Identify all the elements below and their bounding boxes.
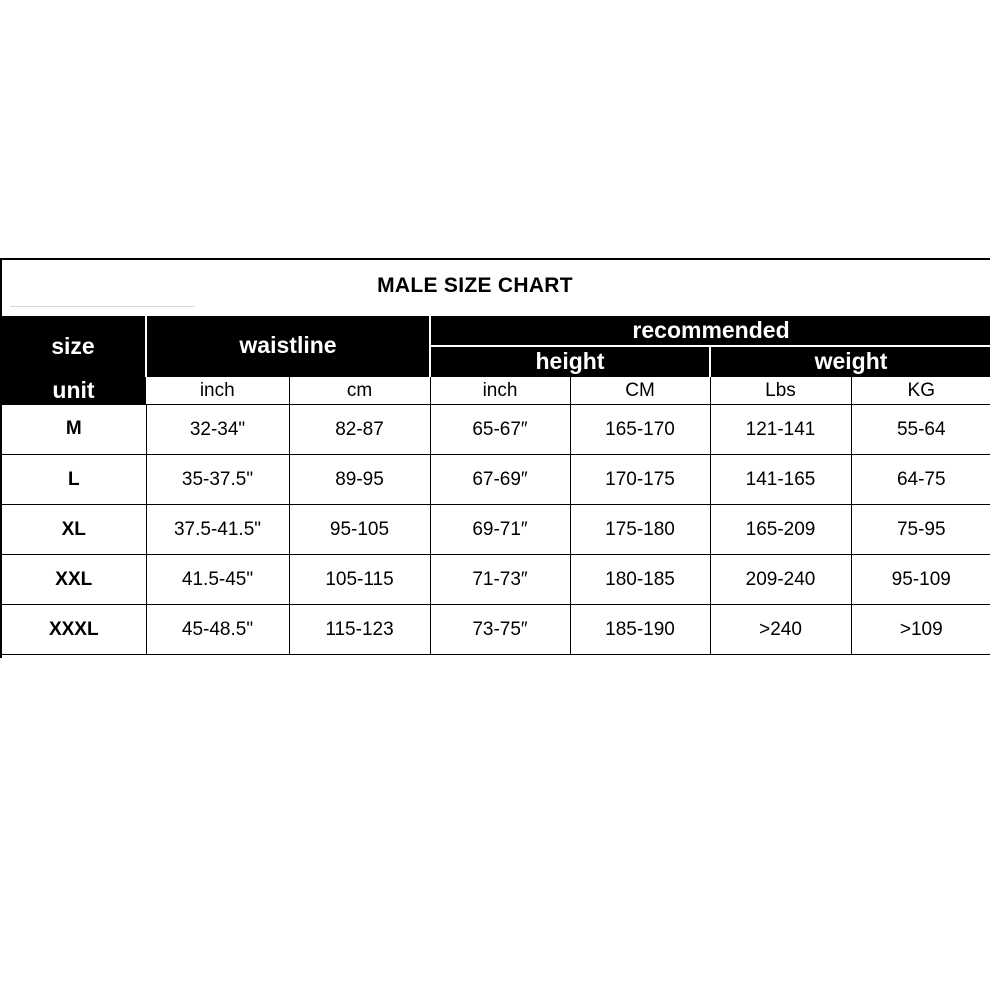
table-cell: 89-95: [289, 455, 430, 505]
size-cell: XL: [1, 505, 146, 555]
table-cell: 115-123: [289, 605, 430, 655]
unit-cell: Lbs: [710, 376, 851, 405]
table-cell: 71-73″: [430, 555, 570, 605]
table-cell: 75-95: [851, 505, 990, 555]
table-cell: 65-67″: [430, 405, 570, 455]
table-cell: 73-75″: [430, 605, 570, 655]
header-height: height: [430, 346, 710, 376]
table-cell: 95-109: [851, 555, 990, 605]
header-recommended: recommended: [430, 316, 990, 346]
table-cell: 141-165: [710, 455, 851, 505]
table-cell: 41.5-45": [146, 555, 289, 605]
table-cell: 105-115: [289, 555, 430, 605]
table-cell: 45-48.5": [146, 605, 289, 655]
table-cell: 32-34": [146, 405, 289, 455]
table-cell: 37.5-41.5": [146, 505, 289, 555]
table-cell: 67-69″: [430, 455, 570, 505]
table-cell: 55-64: [851, 405, 990, 455]
chart-title: MALE SIZE CHART: [377, 274, 573, 297]
unit-cell: cm: [289, 376, 430, 405]
unit-cell: KG: [851, 376, 990, 405]
table-cell: 209-240: [710, 555, 851, 605]
table-cell: >240: [710, 605, 851, 655]
table-cell: 95-105: [289, 505, 430, 555]
unit-cell: CM: [570, 376, 710, 405]
table-row: [1, 505, 990, 555]
table-row: [1, 605, 990, 655]
size-chart: [0, 258, 990, 658]
table-cell: >109: [851, 605, 990, 655]
header-unit: unit: [1, 376, 146, 405]
table-cell: 165-170: [570, 405, 710, 455]
size-cell: L: [1, 455, 146, 505]
table-cell: 64-75: [851, 455, 990, 505]
size-cell: XXXL: [1, 605, 146, 655]
table-cell: 165-209: [710, 505, 851, 555]
table-row: [1, 405, 990, 455]
top-border: [0, 258, 990, 260]
unit-cell: inch: [146, 376, 289, 405]
table-cell: 175-180: [570, 505, 710, 555]
header-size: size: [1, 316, 146, 376]
table-cell: 69-71″: [430, 505, 570, 555]
unit-cell: inch: [430, 376, 570, 405]
table-row: [1, 555, 990, 605]
table-row: [1, 455, 990, 505]
size-cell: M: [1, 405, 146, 455]
header-waistline: waistline: [146, 316, 430, 376]
size-table: [0, 316, 990, 655]
table-cell: 35-37.5": [146, 455, 289, 505]
header-weight: weight: [710, 346, 990, 376]
table-cell: 121-141: [710, 405, 851, 455]
size-cell: XXL: [1, 555, 146, 605]
table-cell: 180-185: [570, 555, 710, 605]
table-cell: 82-87: [289, 405, 430, 455]
table-cell: 170-175: [570, 455, 710, 505]
divider: [10, 306, 195, 307]
table-cell: 185-190: [570, 605, 710, 655]
